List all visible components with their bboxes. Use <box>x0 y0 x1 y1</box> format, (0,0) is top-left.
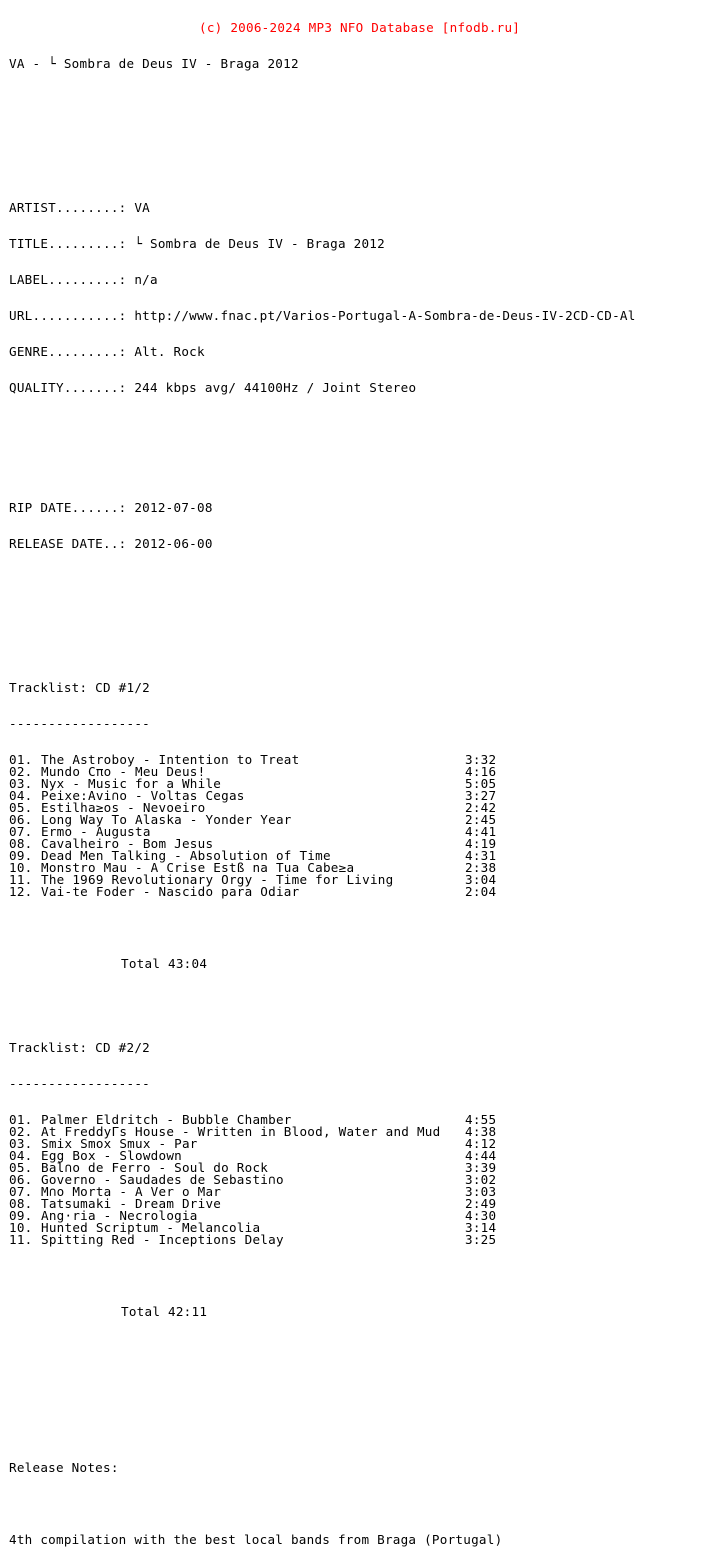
track-duration: 4:38 <box>465 1124 497 1139</box>
track-number: 06. <box>9 1172 33 1187</box>
info-label: ARTIST........: <box>9 200 127 215</box>
track-title: Tatsumaki - Dream Drive <box>41 1196 222 1211</box>
dates-block <box>9 478 724 574</box>
track-number: 04. <box>9 788 33 803</box>
track-title: Ang·ria - Necrologia <box>41 1208 198 1223</box>
track-title: Estilha≥os - Nevoeiro <box>41 800 206 815</box>
blank-line <box>9 94 724 106</box>
track-duration: 4:41 <box>465 824 497 839</box>
track-duration: 3:04 <box>465 872 497 887</box>
blank-line <box>9 922 724 934</box>
track-number: 07. <box>9 1184 33 1199</box>
track-number: 10. <box>9 860 33 875</box>
track-duration: 4:44 <box>465 1148 497 1163</box>
track-title: Smix Smox Smux - Par <box>41 1136 198 1151</box>
track-title: Long Way To Alaska - Yonder Year <box>41 812 292 827</box>
track-title: Vai-te Foder - Nascido para Odiar <box>41 884 300 899</box>
info-label: QUALITY.......: <box>9 380 127 395</box>
track-title: The 1969 Revolutionary Orgy - Time for Living <box>41 872 394 887</box>
track-title: At FreddyΓs House - Written in Blood, Water and Mud <box>41 1124 441 1139</box>
track-row <box>9 886 724 898</box>
track-number: 06. <box>9 812 33 827</box>
track-number: 05. <box>9 800 33 815</box>
blank-line <box>9 1270 724 1282</box>
track-duration: 3:32 <box>465 752 497 767</box>
info-value: Alt. Rock <box>134 344 205 359</box>
track-title: Hunted Scriptum - Melancolia <box>41 1220 261 1235</box>
cd1-rule: ------------------ <box>9 716 150 731</box>
track-title: Governo - Saudades de Sebasti∩o <box>41 1172 284 1187</box>
track-duration: 3:14 <box>465 1220 497 1235</box>
info-value: n/a <box>134 272 158 287</box>
blank-line <box>9 598 724 610</box>
track-title: Palmer Eldritch - Bubble Chamber <box>41 1112 292 1127</box>
info-value: 2012-06-00 <box>134 536 213 551</box>
release-date <box>9 538 724 550</box>
track-number: 03. <box>9 1136 33 1151</box>
track-row <box>9 1234 724 1246</box>
track-title: Cavalheiro - Bom Jesus <box>41 836 214 851</box>
cd1-tracklist <box>9 754 724 898</box>
info-artist <box>9 202 724 214</box>
track-duration: 4:31 <box>465 848 497 863</box>
track-title: The Astroboy - Intention to Treat <box>41 752 300 767</box>
blank-line <box>9 1342 724 1354</box>
track-duration: 2:04 <box>465 884 497 899</box>
info-label: LABEL.........: <box>9 272 127 287</box>
track-duration: 2:38 <box>465 860 497 875</box>
track-title: M∩o Morta - A Ver o Mar <box>41 1184 222 1199</box>
track-title: Egg Box - Slowdown <box>41 1148 182 1163</box>
track-number: 08. <box>9 836 33 851</box>
track-number: 10. <box>9 1220 33 1235</box>
track-duration: 5:05 <box>465 776 497 791</box>
track-duration: 4:55 <box>465 1112 497 1127</box>
nfo-document <box>9 0 724 1558</box>
info-value: VA <box>134 200 150 215</box>
track-number: 04. <box>9 1148 33 1163</box>
track-title: Mundo Cπo - Meu Deus! <box>41 764 206 779</box>
track-title: Spitting Red - Inceptions Delay <box>41 1232 284 1247</box>
track-title: Nyx - Music for a While <box>41 776 222 791</box>
info-label: URL...........: <box>9 308 127 323</box>
track-number: 01. <box>9 752 33 767</box>
info-label: RELEASE DATE..: <box>9 536 127 551</box>
info-quality <box>9 382 724 394</box>
info-title <box>9 238 724 250</box>
blank-line <box>9 130 724 142</box>
track-number: 12. <box>9 884 33 899</box>
track-duration: 3:39 <box>465 1160 497 1175</box>
release-info-block <box>9 178 724 418</box>
info-url <box>9 310 724 322</box>
info-label: RIP DATE......: <box>9 500 127 515</box>
cd2-tracklist <box>9 1114 724 1246</box>
rip-date <box>9 502 724 514</box>
info-label-row <box>9 274 724 286</box>
track-duration: 2:42 <box>465 800 497 815</box>
blank-line <box>9 442 724 454</box>
cd2-rule: ------------------ <box>9 1076 150 1091</box>
track-duration: 4:16 <box>465 764 497 779</box>
track-duration: 4:19 <box>465 836 497 851</box>
track-number: 03. <box>9 776 33 791</box>
blank-line <box>9 634 724 646</box>
track-number: 01. <box>9 1112 33 1127</box>
info-value: 244 kbps avg/ 44100Hz / Joint Stereo <box>134 380 417 395</box>
track-number: 05. <box>9 1160 33 1175</box>
cd2-total: Total 42:11 <box>121 1304 208 1319</box>
track-number: 02. <box>9 764 33 779</box>
nfodb-credit: (c) 2006-2024 MP3 NFO Database [nfodb.ru] <box>199 20 521 35</box>
blank-line <box>9 1414 724 1426</box>
info-value: 2012-07-08 <box>134 500 213 515</box>
track-title: Dead Men Talking - Absolution of Time <box>41 848 331 863</box>
track-number: 08. <box>9 1196 33 1211</box>
info-label: GENRE.........: <box>9 344 127 359</box>
cd1-heading: Tracklist: CD #1/2 <box>9 680 150 695</box>
release-title-line: VA - └ Sombra de Deus IV - Braga 2012 <box>9 56 299 71</box>
info-genre <box>9 346 724 358</box>
track-number: 09. <box>9 1208 33 1223</box>
info-value: http://www.fnac.pt/Varios-Portugal-A-Sombra-de-Deus-IV-2CD-CD-Al <box>134 308 636 323</box>
info-label: TITLE.........: <box>9 236 127 251</box>
blank-line <box>9 1498 724 1510</box>
track-title: Monstro Mau - A Crise Estß na Tua Cabe≥a <box>41 860 355 875</box>
track-number: 07. <box>9 824 33 839</box>
release-notes-heading: Release Notes: <box>9 1460 119 1475</box>
track-number: 11. <box>9 1232 33 1247</box>
track-number: 11. <box>9 872 33 887</box>
track-duration: 2:45 <box>465 812 497 827</box>
track-duration: 3:03 <box>465 1184 497 1199</box>
track-number: 09. <box>9 848 33 863</box>
track-duration: 3:27 <box>465 788 497 803</box>
track-title: Peixe:Avi∩o - Voltas Cegas <box>41 788 245 803</box>
track-duration: 2:49 <box>465 1196 497 1211</box>
track-duration: 4:12 <box>465 1136 497 1151</box>
blank-line <box>9 1378 724 1390</box>
track-number: 02. <box>9 1124 33 1139</box>
release-notes-text: 4th compilation with the best local bands from Braga (Portugal) <box>9 1532 503 1547</box>
info-value: └ Sombra de Deus IV - Braga 2012 <box>134 236 385 251</box>
track-duration: 3:25 <box>465 1232 497 1247</box>
track-duration: 4:30 <box>465 1208 497 1223</box>
cd1-total: Total 43:04 <box>121 956 208 971</box>
cd2-heading: Tracklist: CD #2/2 <box>9 1040 150 1055</box>
track-duration: 3:02 <box>465 1172 497 1187</box>
track-title: Ermo - Augusta <box>41 824 151 839</box>
blank-line <box>9 994 724 1006</box>
track-title: Bal∩o de Ferro - Soul do Rock <box>41 1160 269 1175</box>
